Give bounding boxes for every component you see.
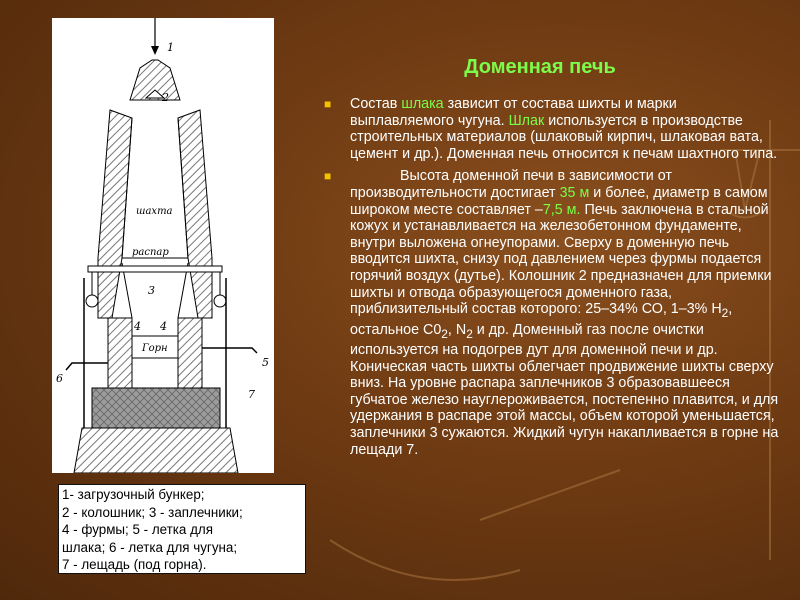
label-7: 7 — [248, 388, 255, 401]
label-4a: 4 — [134, 320, 141, 333]
label-3: 3 — [148, 284, 155, 297]
subscript: 2 — [721, 305, 729, 320]
subscript: 2 — [466, 326, 473, 341]
slide-title: Доменная печь — [464, 56, 616, 78]
text: Высота доменной печи в зависимости от производительности достигает — [350, 168, 672, 201]
bullet-list — [324, 96, 780, 464]
blast-furnace-diagram — [52, 18, 274, 473]
label-4b: 4 — [160, 320, 167, 333]
text: используется в производстве строительных материалов (шлаковый кирпич, шлаковая вата, цемент и др.). Доменная печь относится к печам шахтного типа. — [350, 112, 778, 162]
bullet-item — [324, 96, 780, 162]
legend-line: 1- загрузочный бункер; — [62, 487, 205, 502]
text: Печь заключена в стальной кожух и устанавливается на железобетонном фундаменте, внутри выложена огнеупорами. Сверху в доменную печь вводится шихта, снизу под давлением через фурмы подается горячий воздух (дутье). Колошник 2 предназначен для приемки шихты и отвода образующегося доменного газа, приблизительный состав которого: 25–34% СО, 1–3% Н — [350, 201, 772, 318]
text: Состав — [350, 96, 402, 112]
label-bosh: распар — [132, 247, 169, 258]
legend-line: 4 - фурмы; 5 - летка для — [62, 522, 213, 538]
text: зависит от состава шихты и марки выплавляемого чугуна. — [350, 96, 677, 129]
bullet-item — [324, 168, 780, 458]
subscript: 2 — [441, 326, 448, 341]
legend-line: шлака; 6 - летка для чугуна; — [62, 539, 238, 555]
highlight: 35 м — [559, 184, 590, 201]
label-1: 1 — [167, 41, 174, 54]
label-shaft: шахта — [136, 206, 173, 217]
highlight: Шлак — [508, 112, 545, 129]
legend-line: 7 - лещадь (под горна). — [62, 557, 207, 573]
bullet-marker-icon: ■ — [324, 97, 332, 111]
text: , N — [447, 321, 467, 338]
highlight: шлака — [401, 96, 444, 112]
bullet-marker-icon: ■ — [324, 169, 332, 184]
legend-line: 2 - колошник; 3 - заплечники; — [62, 504, 243, 520]
label-5: 5 — [262, 356, 269, 369]
label-hearth: Горн — [142, 343, 168, 354]
label-2: 2 — [162, 91, 169, 104]
text: , остальное С0 — [350, 301, 733, 338]
text: и др. Доменный газ после очистки используется на подогрев дут для доменной печи и др. Коническая часть шихты облегчает продвижение шихты сверху вниз. На уровне распара заплечников 3 образовавшееся губчатое железо науглероживается, постепенно плавится, и для удержания в распаре этой массы, объем которой уменьшается, заплечники 3 сужаются. Жидкий чугун накапливается в горне на лещади 7. — [350, 321, 779, 458]
highlight: 7,5 м. — [542, 201, 581, 218]
text: и более, диаметр в самом широком месте составляет – — [350, 184, 768, 218]
label-6: 6 — [56, 372, 63, 385]
legend-box — [58, 484, 306, 574]
